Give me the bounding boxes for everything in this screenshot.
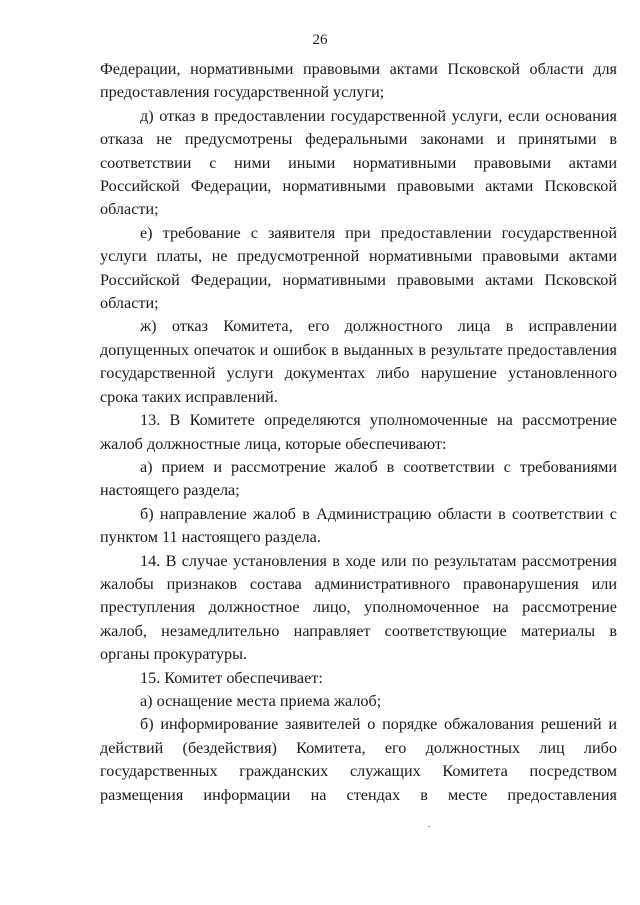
page-number: 26: [312, 32, 328, 48]
paragraph-item-zh: ж) отказ Комитета, его должностного лица в исправлении допущенных опечаток и ошибок в выданных в результате предоставления государственной услуги документах либо нарушение установленного срока таких исправлений.: [100, 317, 617, 406]
paragraph-point-13-b: б) направление жалоб в Администрацию области в соответствии с пунктом 11 настоящего раздела.: [100, 504, 617, 547]
paragraph-item-e: е) требование с заявителя при предоставлении государственной услуги платы, не предусмотренной нормативными правовыми актами Российской Федерации, нормативными правовыми актами Псковской области;: [100, 223, 617, 313]
paragraph-item-d: д) отказ в предоставлении государственной услуги, если основания отказа не предусмотрены федеральными законами и принятыми в соответствии с ними иными нормативными правовыми актами Российской Федерации, нормативными правовыми актами Псковской области;: [100, 106, 617, 219]
paragraph-continuation: Федерации, нормативными правовыми актами Псковской области для предоставления государственной услуги;: [100, 60, 617, 102]
scan-speck: [428, 826, 430, 827]
paragraph-point-15-b: б) информирование заявителей о порядке обжалования решений и действий (бездействия) Комитета, его должностных лиц либо государственных гражданских служащих Комитета посредством размещения информации на стендах в месте предоставления: [100, 715, 617, 804]
paragraph-point-14: 14. В случае установления в ходе или по результатам рассмотрения жалобы признаков состава административного правонарушения или преступления должностное лицо, уполномоченное на рассмотрение жалоб, незамедлительно направляет соответствующие материалы в органы прокуратуры.: [100, 551, 617, 664]
paragraph-point-13-a: а) прием и рассмотрение жалоб в соответствии с требованиями настоящего раздела;: [100, 457, 617, 500]
paragraph-point-15: 15. Комитет обеспечивает:: [140, 668, 323, 687]
document-body: [100, 58, 617, 807]
paragraph-point-15-a: а) оснащение места приема жалоб;: [140, 691, 382, 710]
paragraph-point-13: 13. В Комитете определяются уполномоченные на рассмотрение жалоб должностные лица, которые обеспечивают:: [100, 411, 617, 453]
